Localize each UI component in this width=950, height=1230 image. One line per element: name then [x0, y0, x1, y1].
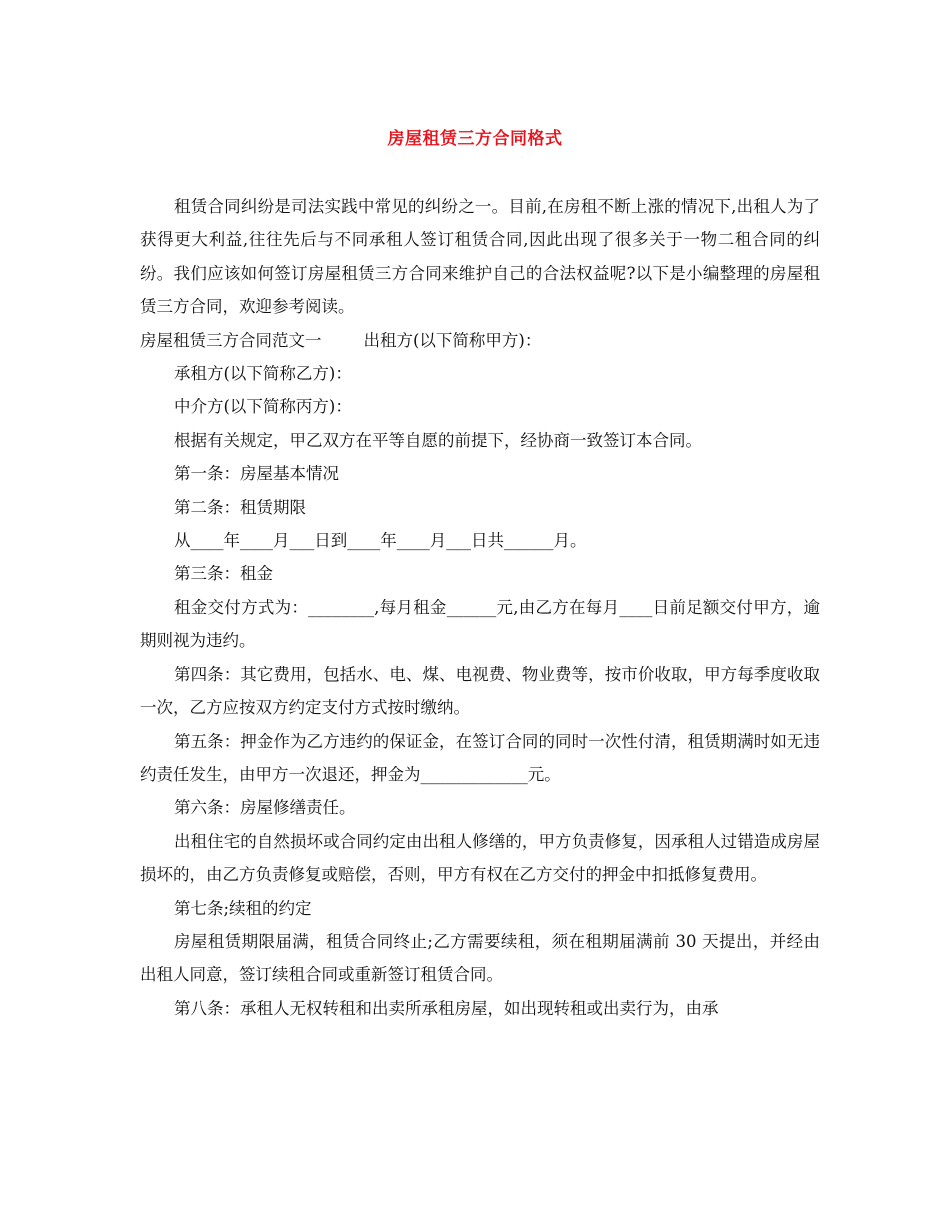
sample-heading: 房屋租赁三方合同范文一	[140, 330, 322, 350]
article-5-paragraph: 第五条：押金作为乙方违约的保证金，在签订合同的同时一次性付清，租赁期满时如无违约责任发生，由甲方一次退还，押金为_____________元。	[140, 731, 820, 784]
article-3-title: 第三条：租金	[174, 564, 273, 584]
article-8-paragraph: 第八条：承租人无权转租和出卖所承租房屋，如出现转租或出卖行为，由承	[174, 998, 719, 1018]
intro-paragraph: 租赁合同纠纷是司法实践中常见的纠纷之一。目前,在房租不断上涨的情况下,出租人为了获得更大利益,往往先后与不同承租人签订租赁合同,因此出现了很多关于一物二租合同的纠纷。我们应该如何签订房屋租赁三方合同来维护自己的合法权益呢?以下是小编整理的房屋租赁三方合同，欢迎参考阅读。	[140, 197, 820, 317]
article-2-body: 从____年____月___日到____年____月___日共______月。	[174, 531, 587, 551]
article-6-title: 第六条：房屋修缮责任。	[174, 798, 356, 818]
sample-heading-line	[140, 324, 820, 357]
article-1-title: 第一条：房屋基本情况	[174, 464, 339, 484]
article-2-title: 第二条：租赁期限	[174, 497, 306, 517]
document-body	[140, 190, 820, 1025]
party-c-line: 中介方(以下简称丙方)：	[174, 397, 352, 417]
party-b-line: 承租方(以下简称乙方)：	[174, 364, 352, 384]
article-4-paragraph: 第四条：其它费用，包括水、电、煤、电视费、物业费等，按市价收取，甲方每季度收取一次，乙方应按双方约定支付方式按时缴纳。	[140, 664, 820, 718]
article-7-title: 第七条;续租的约定	[174, 898, 312, 918]
party-a-line: 出租方(以下简称甲方)：	[363, 330, 542, 350]
article-3-body: 租金交付方式为：________,每月租金______元,由乙方在每月____日前足额交付甲方，逾期则视为违约。	[140, 597, 820, 651]
document-title: 房屋租赁三方合同格式	[387, 129, 563, 149]
article-6-body: 出租住宅的自然损坏或合同约定由出租人修缮的，甲方负责修复，因承租人过错造成房屋损坏的，由乙方负责修复或赔偿，否则，甲方有权在乙方交付的押金中扣抵修复费用。	[140, 831, 820, 885]
article-7-body: 房屋租赁期限届满，租赁合同终止;乙方需要续租，须在租期届满前 30 天提出，并经由出租人同意，签订续租合同或重新签订租赁合同。	[140, 931, 820, 985]
preamble-paragraph: 根据有关规定，甲乙双方在平等自愿的前提下，经协商一致签订本合同。	[174, 430, 702, 450]
